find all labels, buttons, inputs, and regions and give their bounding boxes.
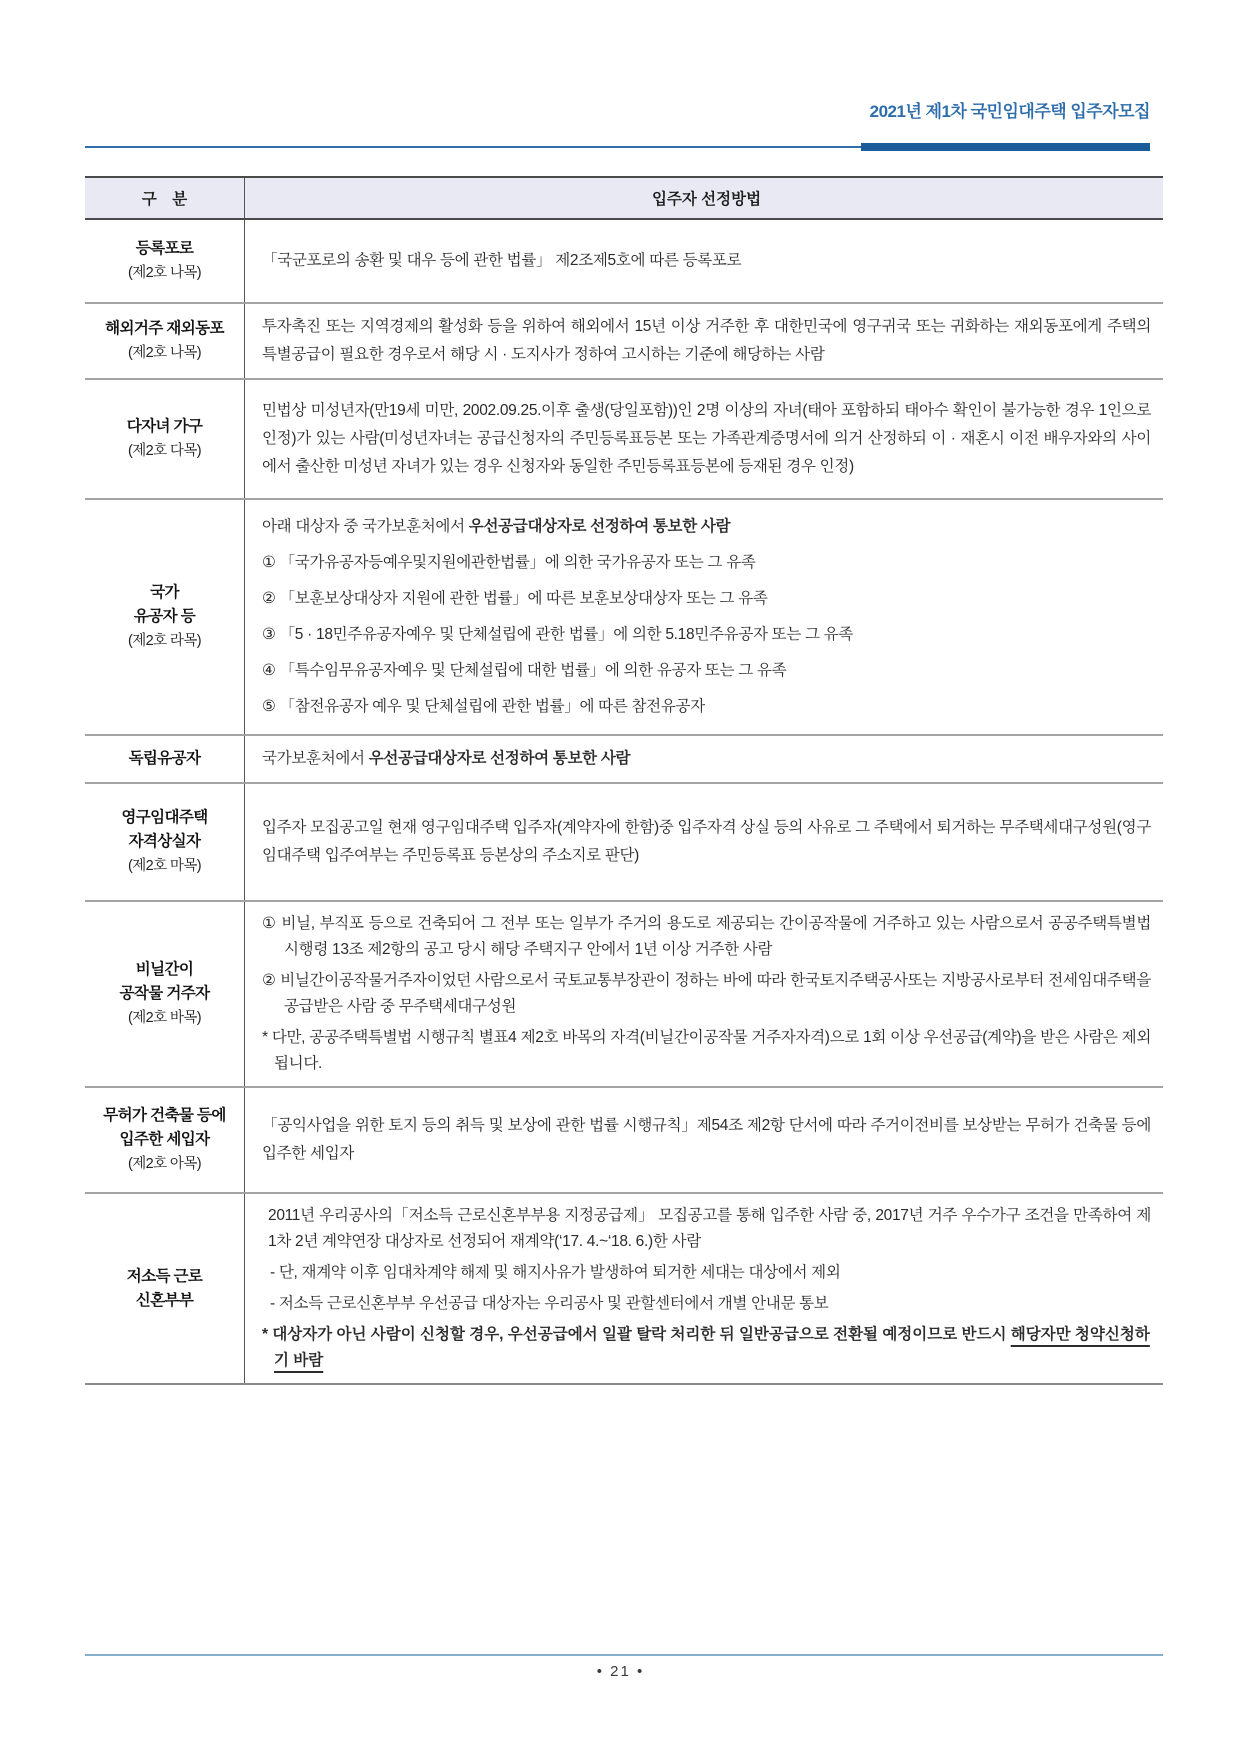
row-label: 무허가 건축물 등에 (103, 1107, 226, 1124)
row-label-cell (85, 784, 245, 900)
row-text: 입주자 모집공고일 현재 영구임대주택 입주자(계약자에 한함)중 입주자격 상실 등의 사유로 그 주택에서 퇴거하는 무주택세대구성원(영구임대주택 입주여부는 주민등록표 등본상의 주소지로 판단) (262, 819, 1151, 864)
table-row (85, 902, 1163, 1088)
table-header-row (85, 178, 1163, 220)
column-header-method: 입주자 선정방법 (651, 191, 762, 208)
row-label: 해외거주 재외동포 (105, 320, 224, 337)
note-bold-underlined: 해당자만 청약신청하기 바람 (274, 1326, 1150, 1369)
header-divider (85, 146, 1150, 148)
row-text: 민법상 미성년자(만19세 미만, 2002.09.25.이후 출생(당일포함))인 2명 이상의 자녀(태아 포함하되 태아수 확인이 불가능한 경우 1인으로 인정)가 있는 사람(미성년자녀는 공급신청자의 주민등록표등본 또는 가족관계증명서에 의거 산정하되 이 · 재혼시 이전 배우자와의 사이에서 출산한 미성년 자녀가 있는 경우 신청자와 동일한 주민등록표등본에 등재된 경우 인정) (262, 402, 1151, 475)
table-row (85, 784, 1163, 902)
row-label: 다자녀 가구 (126, 418, 203, 435)
table-row (85, 380, 1163, 500)
intro-bold: 우선공급대상자로 선정하여 통보한 사람 (468, 518, 731, 535)
note-bold: * 대상자가 아닌 사람이 신청할 경우, 우선공급에서 일괄 탈락 처리한 뒤 일반공급으로 전환될 예정이므로 반드시 (262, 1326, 1011, 1343)
page-title: 2021년 제1차 국민임대주택 입주자모집 (869, 102, 1150, 121)
row-label-cell (85, 902, 245, 1086)
row-label-cell (85, 736, 245, 782)
row-label-line2: 유공자 등 (133, 608, 196, 625)
row-label-cell (85, 1194, 245, 1383)
list-item: ⑤ 「참전유공자 예우 및 단체설립에 관한 법률」에 따른 참전유공자 (262, 698, 705, 715)
row-label-line2: 신혼부부 (135, 1291, 194, 1309)
row-label: 영구임대주택 (121, 809, 208, 826)
dash-item: - 단, 재계약 이후 임대차계약 해제 및 해지사유가 발생하여 퇴거한 세대는 대상에서 제외 (270, 1264, 841, 1281)
row-content-cell (245, 1194, 1163, 1383)
row-label-cell (85, 500, 245, 734)
column-header-category: 구 분 (85, 178, 245, 218)
row-intro (262, 513, 1151, 541)
row-sublabel: (제2호 라목) (128, 633, 201, 649)
list-item: ③ 「5 · 18민주유공자예우 및 단체설립에 관한 법률」에 의한 5.18민주유공자 또는 그 유족 (262, 626, 854, 643)
intro-plain: 아래 대상자 중 국가보훈처에서 (262, 518, 469, 535)
header-divider-accent (861, 143, 1150, 151)
row-note: * 다만, 공공주택특별법 시행규칙 별표4 제2호 바목의 자격(비닐간이공작물 거주자자격)으로 1회 이상 우선공급(계약)을 받은 사람은 제외됩니다. (262, 1029, 1151, 1072)
row-content-cell (245, 1088, 1163, 1192)
text-bold: 우선공급대상자로 선정하여 통보한 사람 (368, 750, 631, 767)
table-row (85, 500, 1163, 736)
row-text: 투자촉진 또는 지역경제의 활성화 등을 위하여 해외에서 15년 이상 거주한 후 대한민국에 영구귀국 또는 귀화하는 재외동포에게 주택의 특별공급이 필요한 경우로서 해당 시 · 도지사가 정하여 고시하는 기준에 해당하는 사람 (262, 318, 1151, 363)
row-sublabel: (제2호 다목) (128, 443, 201, 459)
list-item: ④ 「특수임무유공자예우 및 단체설립에 대한 법률」에 의한 유공자 또는 그 유족 (262, 662, 787, 679)
row-label: 비닐간이 (135, 961, 194, 978)
text-plain: 국가보훈처에서 (262, 750, 369, 767)
list-item: ① 비닐, 부직포 등으로 건축되어 그 전부 또는 일부가 주거의 용도로 제공되는 간이공작물에 거주하고 있는 사람으로서 공공주택특별법 시행령 13조 제2항의 공고 당시 해당 주택지구 안에서 1년 이상 거주한 사람 (262, 915, 1151, 958)
row-sublabel: (제2호 아목) (128, 1156, 201, 1172)
row-label: 저소득 근로 (126, 1267, 203, 1285)
row-label: 국가 (150, 584, 179, 601)
row-content-cell (245, 304, 1163, 378)
table-row (85, 736, 1163, 784)
row-content-cell (245, 902, 1163, 1086)
row-content-cell (245, 380, 1163, 498)
table-row (85, 304, 1163, 380)
row-content-cell (245, 500, 1163, 734)
row-text: 「국군포로의 송환 및 대우 등에 관한 법률」 제2조제5호에 따른 등록포로 (262, 252, 742, 269)
row-note (262, 1322, 1151, 1374)
selection-method-table (85, 176, 1163, 1385)
row-sublabel: (제2호 바목) (128, 1010, 201, 1026)
list-item: ② 비닐간이공작물거주자이었던 사람으로서 국토교통부장관이 정하는 바에 따라 한국토지주택공사또는 지방공사로부터 전세임대주택을 공급받은 사람 중 무주택세대구성원 (262, 972, 1151, 1015)
row-label: 독립유공자 (128, 750, 201, 767)
row-content-cell (245, 784, 1163, 900)
dash-item: - 저소득 근로신혼부부 우선공급 대상자는 우리공사 및 관할센터에서 개별 안내문 통보 (270, 1295, 829, 1312)
page-number: • 21 • (596, 1663, 645, 1680)
list-item: ① 「국가유공자등예우및지원에관한법률」에 의한 국가유공자 또는 그 유족 (262, 554, 756, 571)
row-label-line2: 공작물 거주자 (119, 985, 210, 1002)
row-label-cell (85, 380, 245, 498)
footer-divider (85, 1654, 1163, 1656)
row-label-line2: 입주한 세입자 (119, 1131, 210, 1148)
row-label: 등록포로 (135, 240, 194, 257)
row-text: 2011년 우리공사의「저소득 근로신혼부부용 지정공급제」 모집공고를 통해 입주한 사람 중, 2017년 거주 우수가구 조건을 만족하여 제1차 2년 계약연장 대상자로 선정되어 재계약(‘17. 4.~‘18. 6.)한 사람 (268, 1207, 1151, 1250)
table-row (85, 220, 1163, 304)
row-label-cell (85, 220, 245, 302)
table-row (85, 1088, 1163, 1194)
row-content-cell (245, 736, 1163, 782)
row-label-cell (85, 304, 245, 378)
row-sublabel: (제2호 나목) (128, 345, 201, 361)
row-text (262, 745, 1151, 773)
row-label-cell (85, 1088, 245, 1192)
row-text: 「공익사업을 위한 토지 등의 취득 및 보상에 관한 법률 시행규칙」제54조 제2항 단서에 따라 주거이전비를 보상받는 무허가 건축물 등에 입주한 세입자 (262, 1117, 1151, 1162)
row-content-cell (245, 220, 1163, 302)
list-item: ② 「보훈보상대상자 지원에 관한 법률」에 따른 보훈보상대상자 또는 그 유족 (262, 590, 768, 607)
row-label-line2: 자격상실자 (128, 833, 201, 850)
table-row (85, 1194, 1163, 1385)
row-sublabel: (제2호 마목) (128, 858, 201, 874)
row-sublabel: (제2호 나목) (128, 265, 201, 281)
